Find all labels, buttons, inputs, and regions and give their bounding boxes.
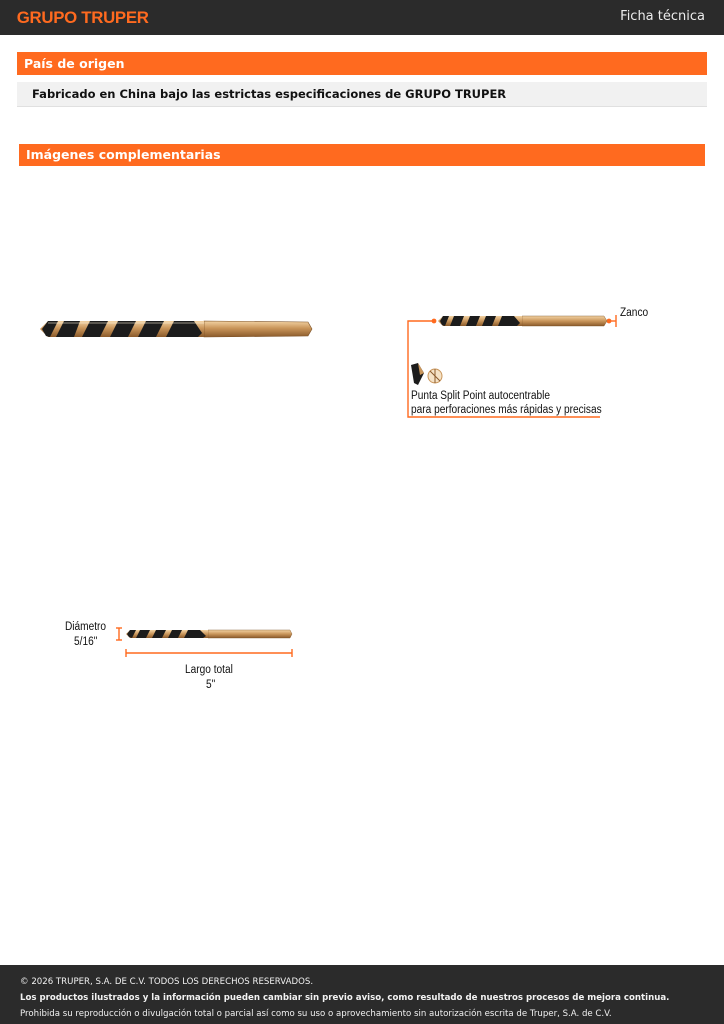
- drill-bit-illustration: [34, 312, 316, 346]
- drill-features-image: [404, 303, 654, 425]
- split-point-label-line1: Punta Split Point autocentrable: [411, 390, 550, 402]
- footer-copyright: © 2026 TRUPER, S.A. DE C.V. TODOS LOS DERECHOS RESERVADOS.: [20, 977, 314, 987]
- length-value: 5": [206, 679, 216, 691]
- shank-label: Zanco: [620, 307, 649, 319]
- diameter-label: Diámetro: [65, 621, 107, 633]
- drill-bit-image: [34, 312, 316, 346]
- origin-section-title: País de origen: [17, 52, 707, 75]
- length-label: Largo total: [185, 664, 233, 676]
- page-header: [0, 0, 724, 35]
- truper-logo: GRUPO TRUPER: [16, 9, 149, 27]
- drill-dimensions-image: [60, 618, 300, 698]
- footer-notice: Los productos ilustrados y la información pueden cambiar sin previo aviso, como resultado de nuestros procesos de mejora continua.: [20, 993, 670, 1003]
- document-type-label: Ficha técnica: [620, 9, 705, 24]
- origin-description: Fabricado en China bajo las estrictas especificaciones de GRUPO TRUPER: [17, 82, 707, 107]
- images-section-title: Imágenes complementarias: [19, 144, 705, 166]
- diameter-value: 5/16": [74, 636, 98, 648]
- page-footer: [0, 965, 724, 1024]
- footer-rights: Prohibida su reproducción o divulgación total o parcial así como su uso o aprovechamiento sin autorización escrita de Truper, S.A. de C.V.: [20, 1009, 612, 1019]
- split-point-label-line2: para perforaciones más rápidas y precisas: [411, 404, 602, 416]
